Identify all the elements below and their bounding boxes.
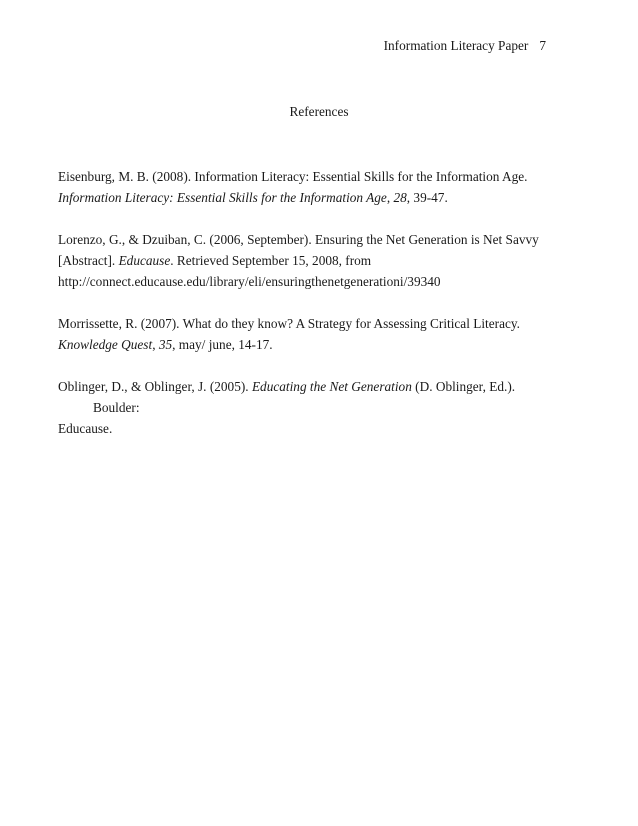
- volume-number: 28: [393, 190, 407, 205]
- page-range: , may/ june, 14-17.: [172, 337, 273, 352]
- references-heading: References: [289, 104, 349, 119]
- reference-line: [58, 250, 558, 271]
- reference-line: Morrissette, R. (2007). What do they know? A Strategy for Assessing Critical Literacy.: [58, 316, 520, 331]
- reference-line: [58, 334, 558, 355]
- running-head: [384, 38, 546, 54]
- reference-line: Lorenzo, G., & Dzuiban, C. (2006, September). Ensuring the Net Generation is Net Savvy: [58, 232, 539, 247]
- reference-entry: [58, 166, 558, 208]
- reference-line: Educause.: [58, 421, 113, 436]
- reference-entry: [58, 313, 558, 355]
- volume-number: 35: [158, 337, 173, 352]
- source-title: Knowledge Quest: [58, 337, 153, 352]
- source-title: Information Literacy: Essential Skills for the Information Age: [58, 190, 387, 205]
- reference-text: Oblinger, D., & Oblinger, J. (2005).: [58, 379, 252, 394]
- reference-entry: [58, 376, 558, 439]
- reference-list: [58, 166, 558, 460]
- reference-text: [Abstract].: [58, 253, 119, 268]
- reference-url: http://connect.educause.edu/library/eli/ensuringthenetgenerationi/39340: [58, 274, 441, 289]
- source-title: Educating the Net Generation: [251, 379, 412, 394]
- reference-line: [58, 187, 558, 208]
- page-range: , 39-47.: [406, 190, 448, 205]
- reference-text: . Retrieved September 15, 2008, from: [170, 253, 372, 268]
- separator: ,: [386, 190, 394, 205]
- reference-text: (D. Oblinger, Ed.). Boulder:: [93, 379, 516, 415]
- reference-entry: [58, 229, 558, 292]
- separator: ,: [152, 337, 159, 352]
- running-head-title: Information Literacy Paper: [383, 38, 529, 53]
- page-number: 7: [539, 38, 546, 53]
- source-title: Educause: [118, 253, 171, 268]
- reference-line: [58, 376, 558, 418]
- reference-line: Eisenburg, M. B. (2008). Information Literacy: Essential Skills for the Information Age.: [58, 169, 528, 184]
